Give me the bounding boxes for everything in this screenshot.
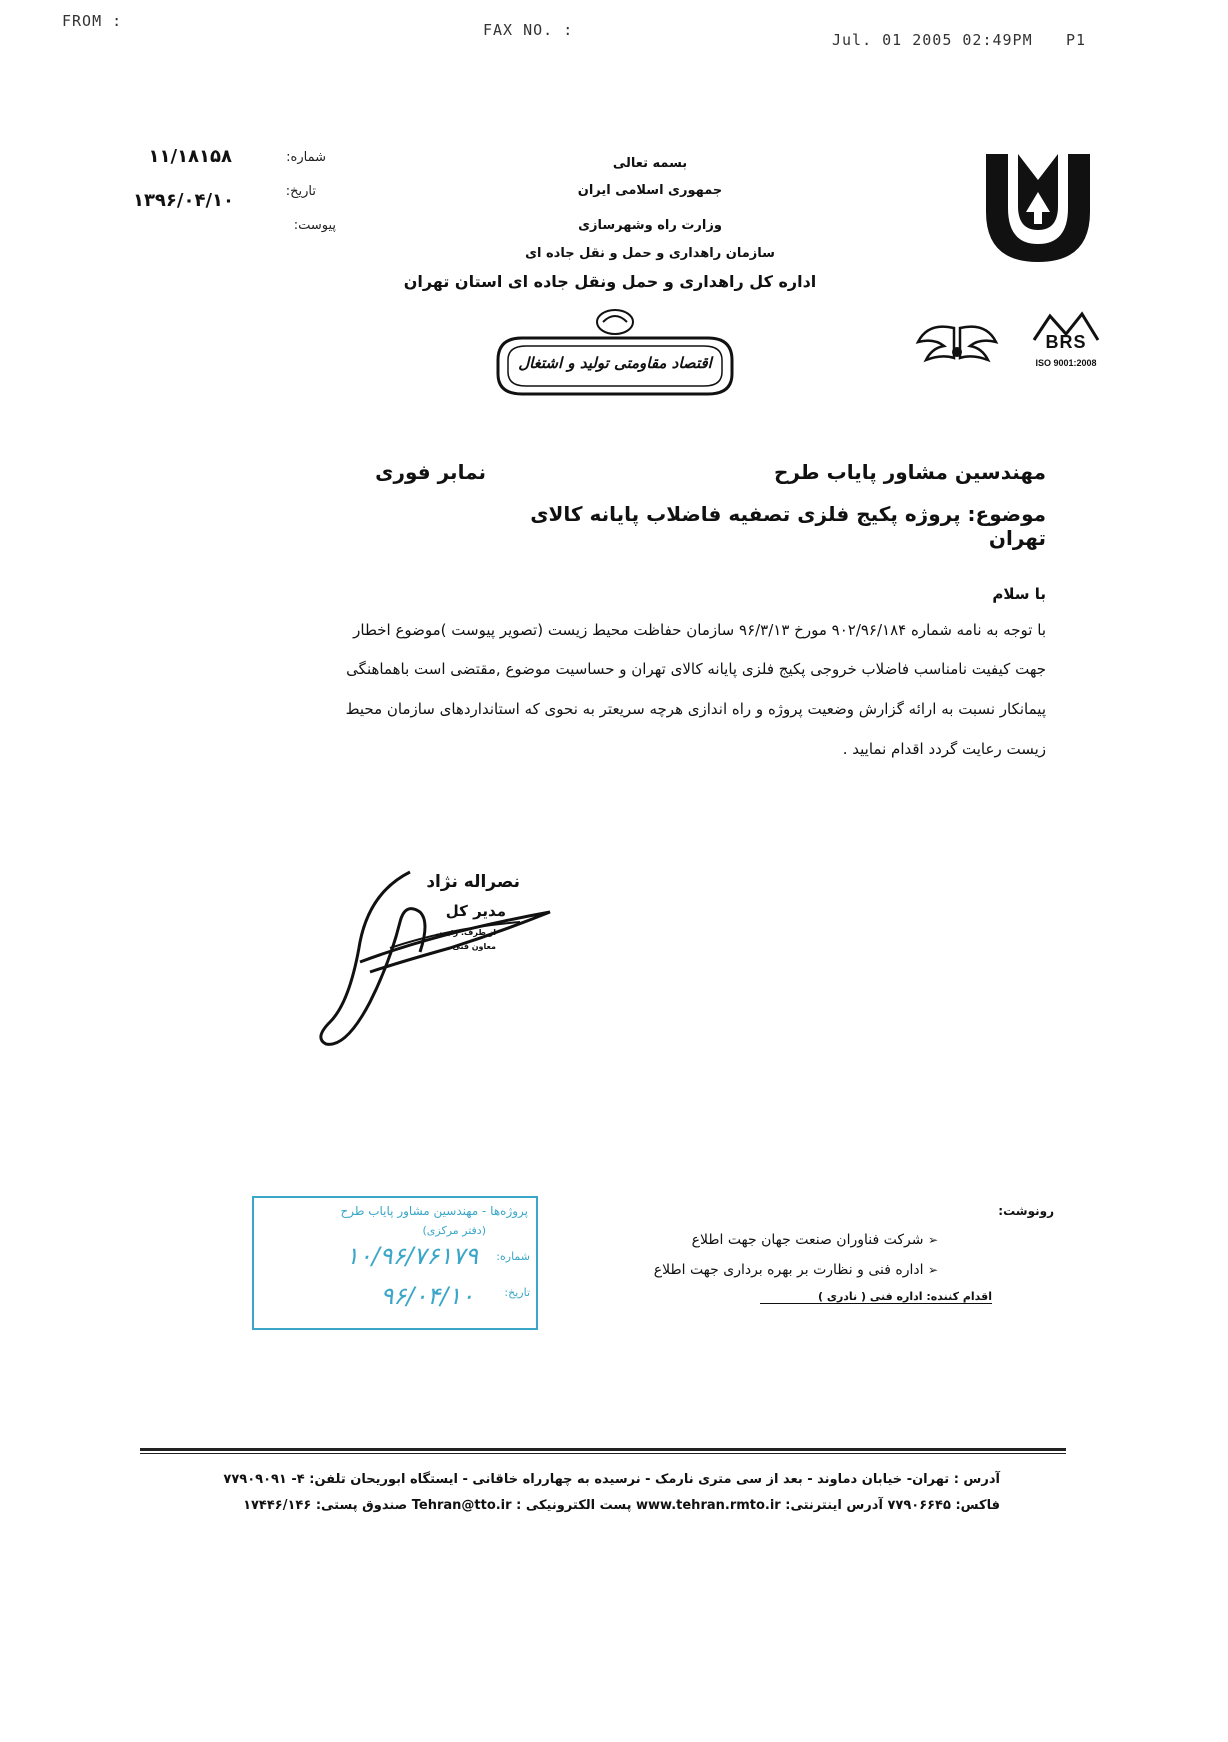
organization-name: سازمان راهداری و حمل و نقل جاده ای [525, 246, 775, 261]
stamp-number-value: ۱۰/۹۶/۷۶۱۷۹ [345, 1242, 478, 1270]
brs-text: BRS [1045, 332, 1087, 352]
footer-address: آدرس : تهران- خیابان دماوند - بعد از سی متری نارمک - نرسیده به چهارراه خاقانی - ایستگاه ابوریحان تلفن: ۴- ۷۷۹۰۹۰۹۱ [223, 1472, 1000, 1487]
footer-rule-thin [140, 1453, 1066, 1454]
recipient-name: مهندسین مشاور پایاب طرح [773, 460, 1046, 484]
subject-line: موضوع: پروژه پکیج فلزی تصفیه فاضلاب پایانه کالای تهران [530, 502, 1046, 550]
signatory-line-1: از طرف: رئیس [435, 928, 496, 937]
slogan-text: اقتصاد مقاومتی تولید و اشتغال [518, 354, 712, 372]
stamp-line-2: (دفتر مرکزی) [422, 1224, 486, 1237]
iso-text: ISO 9001:2008 [1035, 358, 1097, 368]
fax-page: P1 [1066, 31, 1087, 49]
cc-label: رونوشت: [998, 1204, 1054, 1218]
attachment-label: پیوست: [293, 218, 336, 233]
organization-logo [978, 148, 1098, 266]
iso-certification-logo [1030, 310, 1102, 372]
cc-item-1-text: شرکت فناوران صنعت جهان جهت اطلاع [691, 1232, 924, 1248]
body-line-4: زیست رعایت گردد اقدام نمایید . [842, 740, 1046, 758]
fax-datetime: Jul. 01 2005 02:49PM [832, 31, 1033, 49]
received-stamp [252, 1196, 538, 1330]
stamp-date-value: ۹۶/۰۴/۱۰ [380, 1282, 474, 1310]
cc-item-2 [560, 1262, 938, 1278]
urgency-label: نمابر فوری [375, 460, 486, 484]
signatory-line-2: معاون فنی [452, 942, 496, 951]
greeting: با سلام [992, 585, 1046, 603]
ministry-name: وزارت راه وشهرسازی [578, 218, 722, 233]
cc-item-2-text: اداره فنی و نظارت بر بهره برداری جهت اطلاع [653, 1262, 924, 1278]
signatory-name: نصراله نژاد [426, 872, 520, 892]
body-line-1: با توجه به نامه شماره ۹۰۲/۹۶/۱۸۴ مورخ ۹۶/۳/۱۳ سازمان حفاظت محیط زیست (تصویر پیوست )موضوع اخطار [353, 621, 1046, 639]
department-name: اداره کل راهداری و حمل ونقل جاده ای استان تهران [403, 272, 817, 291]
body-line-2: جهت کیفیت نامناسب فاضلاب خروجی پکیج فلزی پایانه کالای تهران و حساسیت موضوع ,مقتضی است باهماهنگی [346, 660, 1046, 678]
stamp-number-label: شماره: [496, 1250, 530, 1263]
country-name: جمهوری اسلامی ایران [577, 183, 723, 198]
stamp-line-1: پروژه‌ها - مهندسین مشاور پایاب طرح [340, 1204, 528, 1218]
cc-action-by: اقدام کننده: اداره فنی ( نادری ) [760, 1290, 992, 1304]
body-line-3: پیمانکار نسبت به ارائه گزارش وضعیت پروژه و راه اندازی هرچه سریعتر به نحوی که استانداردهای سازمان محیط [345, 700, 1046, 718]
number-value: ۱۱/۱۸۱۵۸ [148, 146, 232, 167]
date-value: ۱۳۹۶/۰۴/۱۰ [132, 190, 234, 211]
footer-rule [140, 1448, 1066, 1451]
cc-bullet-icon: ➢ [927, 1233, 938, 1247]
footer-contact: فاکس: ۷۷۹۰۶۶۴۵ آدرس اینترنتی: www.tehran.rmto.ir پست الکترونیکی : Tehran@tto.ir صندوق پستی: ۱۷۴۴۶/۱۴۶ [243, 1498, 1000, 1513]
slogan-emblem [492, 308, 738, 400]
signature-block [300, 852, 580, 1052]
number-label: شماره: [286, 150, 326, 165]
wings-logo [914, 318, 1000, 370]
cc-bullet-icon: ➢ [927, 1263, 938, 1277]
fax-number: FAX NO. : [483, 21, 574, 39]
cc-item-1 [620, 1232, 938, 1248]
date-label: تاریخ: [285, 184, 316, 199]
signatory-title: مدیر کل [445, 902, 506, 920]
bismillah: بسمه تعالی [612, 156, 688, 171]
fax-from: FROM : [62, 12, 123, 30]
stamp-date-label: تاریخ: [504, 1286, 530, 1299]
